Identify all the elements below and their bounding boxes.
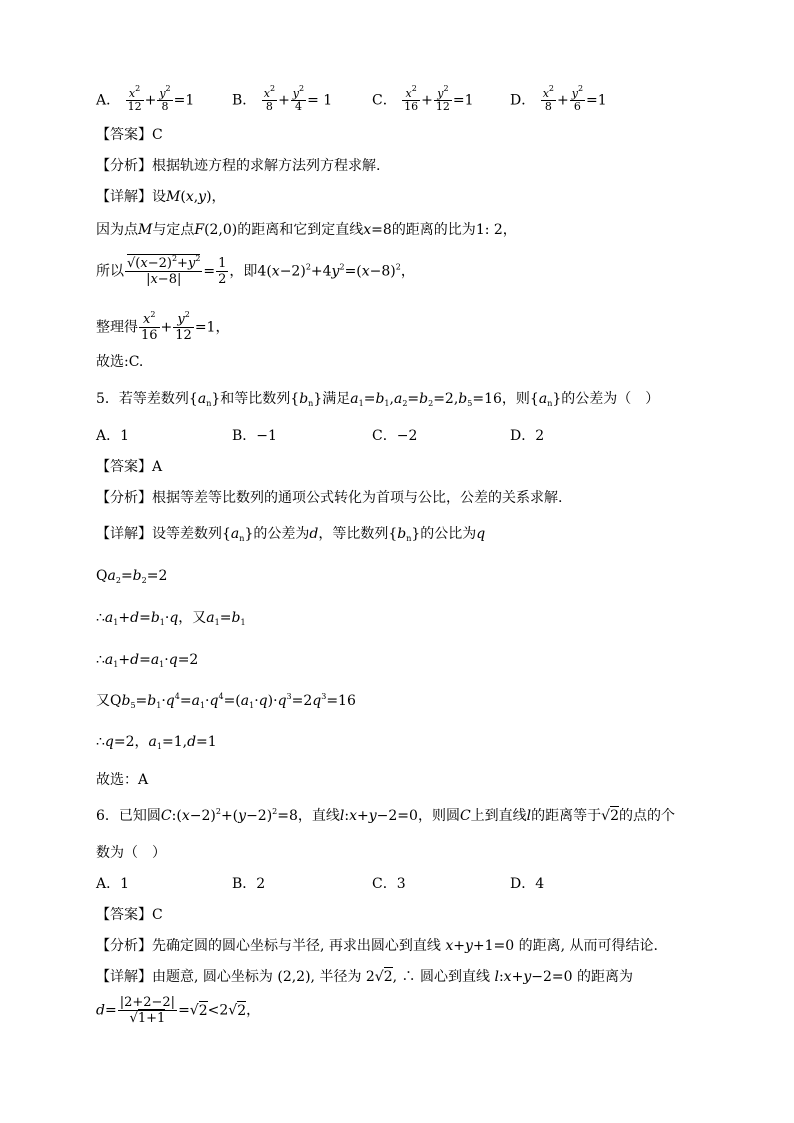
q5-step-5: ∴q=2，$a_1=1,d=1$ — [96, 734, 217, 751]
q5-stem: 5．若等差数列$\{a_n\}$和等比数列$\{b_n\}$满足$a_1=b_1,a_2=b_2=2,b_5=16$，则$\{a_n\}$的公差为（ ） — [96, 391, 660, 408]
conclusion-text: 故选：A — [96, 772, 149, 788]
detail-text: 的距离为 — [576, 969, 633, 985]
q5-step-2: $\therefore a_1+d=b_1\cdot q$，又$a_1=b_1$ — [96, 610, 246, 627]
analysis-text: 根据轨迹方程的求解方法列方程求解. — [152, 158, 381, 174]
detail-tag: 【详解】 — [96, 526, 152, 542]
stem-text: ，则圆 — [417, 808, 460, 824]
q5-step-1: $Qa_2=b_2=2$ — [96, 568, 168, 585]
q4-detail-1: 【详解】设M(x,y)， — [96, 189, 226, 205]
conclusion-text: 故选:C. — [96, 354, 144, 370]
detail-text: , — [392, 969, 398, 985]
q5-option-a: A．1 — [96, 428, 130, 444]
q4-option-a: A． $\frac{x^2}{12}$ + $\frac{y^2}{8}$ =1 — [96, 84, 195, 113]
answer-value: C — [152, 127, 163, 143]
q5-answer — [96, 457, 162, 477]
q4-answer — [96, 125, 163, 145]
detail-text: 的距离和它到定直线 — [237, 222, 364, 238]
q4-detail-3: 所以 $\frac{√(x-2)^2+y^2}{|x-8|}$ = $\frac{1}{2}$ ，即$4(x-2)^2+4y^2=(x-8)^2$， — [96, 254, 415, 287]
q6-stem-2 — [96, 843, 166, 863]
detail-text: 又 — [192, 610, 207, 626]
q5-option-b: B．−1 — [232, 428, 277, 444]
detail-text: 设等差数列 — [152, 526, 222, 542]
answer-tag: 【答案】 — [96, 907, 152, 923]
detail-text: 整理得 — [96, 319, 138, 336]
q5-option-d: D．2 — [510, 428, 545, 444]
q4-analysis — [96, 156, 380, 176]
analysis-text: 的距离, 从而可得结论. — [518, 938, 659, 954]
stem-text: 5．若等差数列 — [96, 391, 189, 407]
stem-text: 数为（ ） — [96, 845, 166, 861]
q6-stem: 6．已知圆$C:(x-2)^2+(y-2)^2=8$，直线l:x+y−2=0，则圆C上到直线l的距离等于√2的点的个 — [96, 807, 675, 824]
stem-text: 的公差为（ ） — [561, 391, 660, 407]
q5-analysis — [96, 488, 562, 508]
analysis-text: 先确定圆的圆心坐标与半径, 再求出圆心到直线 — [152, 938, 441, 954]
analysis-tag: 【分析】 — [96, 938, 152, 954]
detail-text: 的公差为 — [253, 526, 310, 542]
stem-text: ，直线 — [297, 808, 340, 824]
stem-text: 的距离等于 — [531, 808, 602, 824]
stem-text: 上到直线 — [470, 808, 527, 824]
detail-text: ，等比数列 — [318, 526, 389, 542]
q4-option-d: D． $\frac{x^2}{8}$ + $\frac{y^2}{6}$ =1 — [510, 84, 607, 113]
stem-text: 的点的个 — [619, 808, 675, 824]
q5-step-4: 又$Qb_5=b_1\cdot q^4=a_1\cdot q^4=(a_1\cdot q)\cdot q^3=2q^3=16$ — [96, 692, 356, 710]
q5-conclusion — [96, 770, 148, 790]
detail-text: 所以 — [96, 263, 124, 280]
detail-tag: 【详解】 — [96, 969, 152, 985]
answer-value: C — [152, 907, 163, 923]
q6-answer — [96, 905, 163, 925]
stem-text: ，则 — [501, 391, 530, 407]
q6-option-a: A．1 — [96, 876, 130, 892]
q4-detail-4: 整理得 $\frac{x^2}{16}$ + $\frac{y^2}{12}$ =1， — [96, 310, 230, 343]
q4-option-b: B． $\frac{x^2}{8}$ + $\frac{y^2}{4}$ = 1 — [232, 84, 333, 113]
answer-value: A — [152, 459, 163, 475]
option-label: B． — [232, 92, 257, 109]
q6-detail-2: d= $\frac{|2+2-2|}{√1+1}$ =√2<2√2， — [96, 995, 261, 1026]
detail-tag: 【详解】 — [96, 189, 152, 205]
detail-text: 又 — [96, 693, 110, 709]
stem-text: 和等比数列 — [220, 391, 291, 407]
q6-option-d: D．4 — [510, 876, 545, 892]
q6-detail-1: 【详解】由题意, 圆心坐标为 (2,2), 半径为 2√2, ∴ 圆心到直线 l:x+y−2=0 的距离为 — [96, 969, 633, 985]
answer-tag: 【答案】 — [96, 127, 152, 143]
q4-detail-2: 因为点M与定点F(2,0)的距离和它到定直线x=8的距离的比为1: 2， — [96, 222, 517, 238]
q6-option-c: C．3 — [372, 876, 406, 892]
option-label: D． — [510, 92, 536, 109]
q5-option-c: C．−2 — [372, 428, 418, 444]
analysis-text: 根据等差等比数列的通项公式转化为首项与公比，公差的关系求解. — [152, 490, 563, 506]
q6-option-b: B．2 — [232, 876, 266, 892]
q4-option-c: C． $\frac{x^2}{16}$ + $\frac{y^2}{12}$ =1 — [372, 84, 474, 113]
analysis-tag: 【分析】 — [96, 158, 152, 174]
stem-text: 满足 — [322, 391, 351, 407]
detail-text: 的公比为 — [420, 526, 477, 542]
q5-detail-1: 【详解】设等差数列$\{a_n\}$的公差为d，等比数列$\{b_n\}$的公比为q — [96, 526, 486, 543]
q6-analysis: 【分析】先确定圆的圆心坐标与半径, 再求出圆心到直线 x+y+1=0 的距离, 从而可得结论. — [96, 938, 659, 954]
detail-text: 与定点 — [152, 222, 195, 238]
detail-text: 因为点 — [96, 222, 138, 238]
detail-text: ，即 — [229, 263, 258, 280]
q5-step-3: $\therefore a_1+d=a_1\cdot q=2$ — [96, 652, 199, 669]
stem-text: 6．已知圆 — [96, 808, 161, 824]
q4-conclusion — [96, 352, 143, 372]
option-label: C． — [372, 92, 397, 109]
option-label: A． — [96, 92, 121, 109]
detail-text: 的距离的比为 — [391, 222, 476, 238]
detail-text: 由题意, 圆心坐标为 — [152, 969, 273, 985]
detail-text: , 半径为 — [310, 969, 362, 985]
answer-tag: 【答案】 — [96, 459, 152, 475]
analysis-tag: 【分析】 — [96, 490, 152, 506]
detail-text: 设 — [152, 189, 166, 205]
detail-text: 圆心到直线 — [420, 969, 491, 985]
